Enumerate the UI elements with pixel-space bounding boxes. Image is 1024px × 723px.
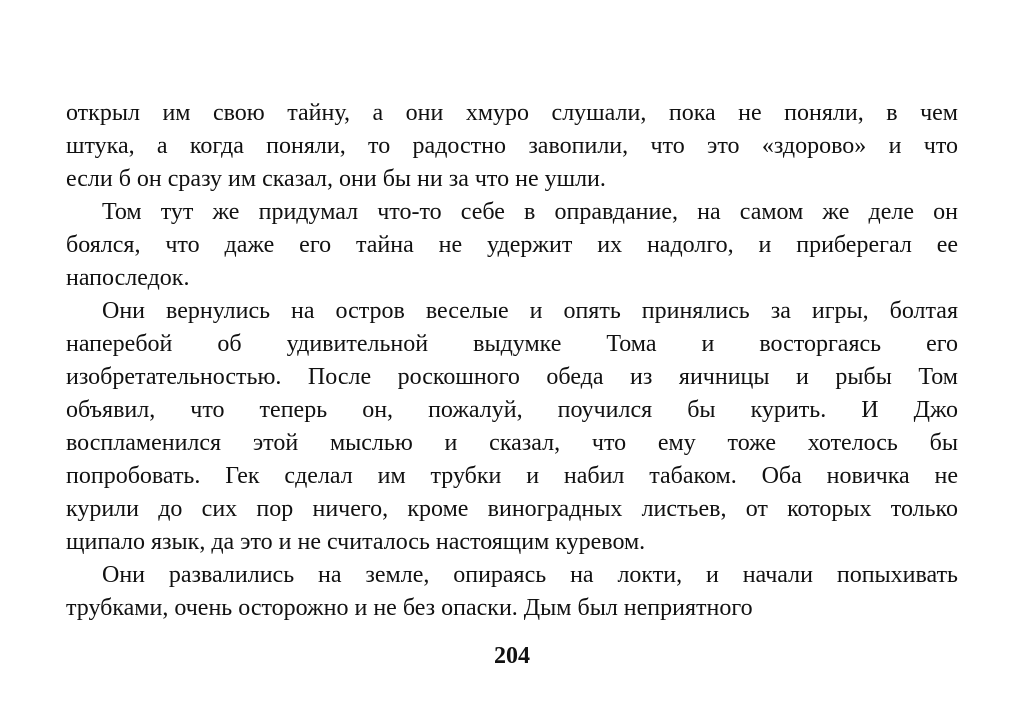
text-line: Том тут же придумал что-то себе в оправдание, на самом же деле он: [102, 199, 958, 225]
page-body-text: [66, 97, 958, 625]
text-line: Они вернулись на остров веселые и опять принялись за игры, болтая: [102, 298, 958, 324]
text-line: открыл им свою тайну, а они хмуро слушали, пока не поняли, в чем: [66, 100, 958, 126]
page-number: 204: [494, 643, 530, 669]
text-line: объявил, что теперь он, пожалуй, поучился бы курить. И Джо: [66, 397, 958, 423]
text-line: попробовать. Гек сделал им трубки и набил табаком. Оба новичка не: [66, 463, 958, 489]
text-line: Они развалились на земле, опираясь на локти, и начали попыхивать: [102, 562, 958, 588]
text-line: боялся, что даже его тайна не удержит их надолго, и приберегал ее: [66, 232, 958, 258]
text-line: если б он сразу им сказал, они бы ни за что не ушли.: [66, 166, 606, 192]
text-line: курили до сих пор ничего, кроме виноградных листьев, от которых только: [66, 496, 958, 522]
text-line: изобретательностью. После роскошного обеда из яичницы и рыбы Том: [66, 364, 958, 390]
text-line: щипало язык, да это и не считалось настоящим куревом.: [66, 529, 646, 555]
text-line: наперебой об удивительной выдумке Тома и восторгаясь его: [66, 331, 958, 357]
text-line: напоследок.: [66, 265, 190, 291]
text-line: трубками, очень осторожно и не без опаски. Дым был неприятного: [66, 595, 753, 621]
text-line: штука, а когда поняли, то радостно завопили, что это «здорово» и что: [66, 133, 958, 159]
text-line: воспламенился этой мыслью и сказал, что ему тоже хотелось бы: [66, 430, 958, 456]
